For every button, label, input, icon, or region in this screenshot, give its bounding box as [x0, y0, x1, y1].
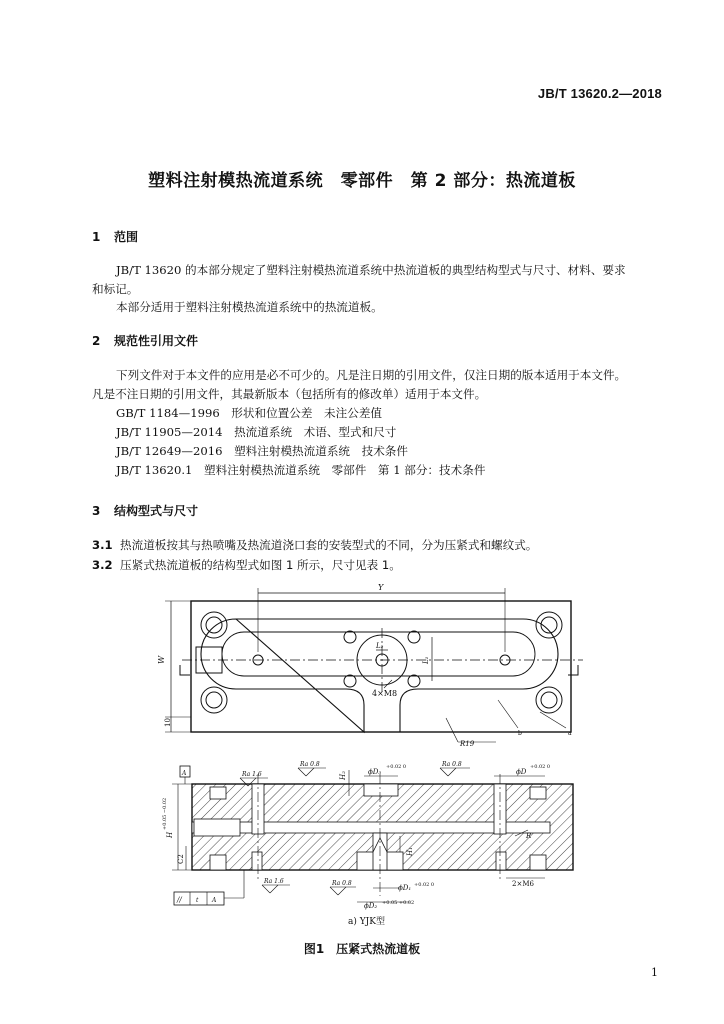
nozzle-bore-right	[494, 784, 506, 834]
section-1-paragraph-1: JB/T 13620 的本部分规定了塑料注射模热流道系统中热流道板的典型结构型式与尺寸、材料、要求 和标记。	[92, 263, 626, 296]
label-ra16: Ra 1.6	[264, 878, 284, 885]
label-D1-tol: +0.02 0	[414, 882, 435, 888]
label-Y: Y	[378, 583, 384, 592]
corner-bolt-hole	[201, 687, 227, 713]
label-ra16: Ra 1.6	[242, 771, 262, 778]
label-R19: R19	[460, 740, 475, 748]
label-parallel-symbol: //	[177, 896, 182, 904]
label-H1: H₁	[406, 847, 414, 856]
label-b: b	[518, 730, 522, 737]
reference-item: JB/T 12649—2016 塑料注射模热流道系统 技术条件	[116, 444, 408, 458]
clause-3-1: 3.1 热流道板按其与热喷嘴及热流道浇口套的安装型式的不同，分为压紧式和螺纹式。	[92, 538, 538, 552]
corner-bolt-hole	[536, 687, 562, 713]
label-D-tol: +0.02 0	[530, 764, 551, 770]
document-title: 塑料注射模热流道系统 零部件 第 2 部分：热流道板	[148, 171, 576, 191]
plate-outline	[191, 601, 571, 732]
m8-hole	[408, 631, 420, 643]
m6-thread	[496, 852, 506, 870]
runner-outer-outline	[201, 619, 558, 732]
label-4xM8: 4×M8	[372, 689, 398, 698]
sub-caption: a) YJK型	[348, 917, 386, 927]
m6-thread	[252, 852, 262, 870]
label-a: a	[568, 730, 572, 737]
section-1-paragraph-2: 本部分适用于塑料注射模热流道系统中的热流道板。	[116, 300, 383, 314]
reference-item: GB/T 1184—1996 形状和位置公差 未注公差值	[116, 406, 383, 420]
corner-bolt-hole	[536, 612, 562, 638]
reference-item: JB/T 11905—2014 热流道系统 术语、型式和尺寸	[116, 425, 397, 439]
page-number: 1	[651, 966, 658, 979]
label-fcf-datum: A	[212, 897, 217, 904]
label-C2: C2	[177, 854, 185, 864]
section-3-heading: 3 结构型式与尺寸	[92, 504, 199, 518]
section-mark-right	[568, 665, 578, 675]
inlet-bore	[194, 819, 240, 836]
label-tol-t: t	[196, 897, 199, 904]
reference-item: JB/T 13620.1 塑料注射模热流道系统 零部件 第 1 部分：技术条件	[116, 463, 486, 477]
label-D1: ϕD₁	[398, 884, 412, 892]
label-2xM6: 2×M6	[512, 880, 534, 888]
label-H2: H₂	[339, 771, 347, 780]
bolt-hole	[530, 787, 546, 799]
m8-hole	[408, 675, 420, 687]
bolt-hole	[210, 787, 226, 799]
label-W: W	[157, 655, 166, 664]
top-view	[165, 588, 583, 742]
nozzle-bore-left	[252, 784, 264, 834]
section-2-heading: 2 规范性引用文件	[92, 334, 199, 348]
label-datum-A: A	[182, 770, 187, 777]
runner-inner-outline	[222, 632, 535, 676]
m8-hole	[344, 675, 356, 687]
label-10: 10	[164, 718, 172, 727]
section-1-heading: 1 范围	[92, 230, 139, 244]
m8-hole	[344, 631, 356, 643]
figure-caption: 图1 压紧式热流道板	[303, 942, 421, 956]
label-ra08: Ra 0.8	[300, 761, 320, 768]
bolt-hole	[210, 855, 226, 870]
label-D3-tol: +0.02 0	[386, 764, 407, 770]
label-D2: ϕD₂	[364, 902, 378, 910]
label-L2: L₂	[376, 642, 384, 650]
label-L1: L₁	[422, 656, 430, 664]
label-ra08: Ra 0.8	[332, 880, 352, 887]
label-R: R	[526, 832, 532, 840]
section-2-paragraph: 下列文件对于本文件的应用是必不可少的。凡是注日期的引用文件，仅注日期的版本适用于本文件。 凡是不注日期的引用文件，其最新版本（包括所有的修改单）适用于本文件。	[92, 368, 627, 401]
section-mark-left	[180, 665, 190, 675]
bolt-hole	[530, 855, 546, 870]
locating-recess	[364, 784, 398, 796]
clause-3-2: 3.2 压紧式热流道板的结构型式如图 1 所示，尺寸见表 1。	[92, 558, 401, 572]
label-H-tol: +0.05 −0.02	[162, 797, 168, 830]
label-D2-tol: +0.05 +0.02	[382, 900, 415, 906]
corner-bolt-hole	[201, 612, 227, 638]
standard-code: JB/T 13620.2—2018	[537, 86, 662, 101]
label-ra08: Ra 0.8	[442, 761, 462, 768]
label-D3: ϕD₃	[368, 768, 382, 776]
label-H: H	[166, 831, 174, 838]
label-D: ϕD	[516, 768, 527, 776]
